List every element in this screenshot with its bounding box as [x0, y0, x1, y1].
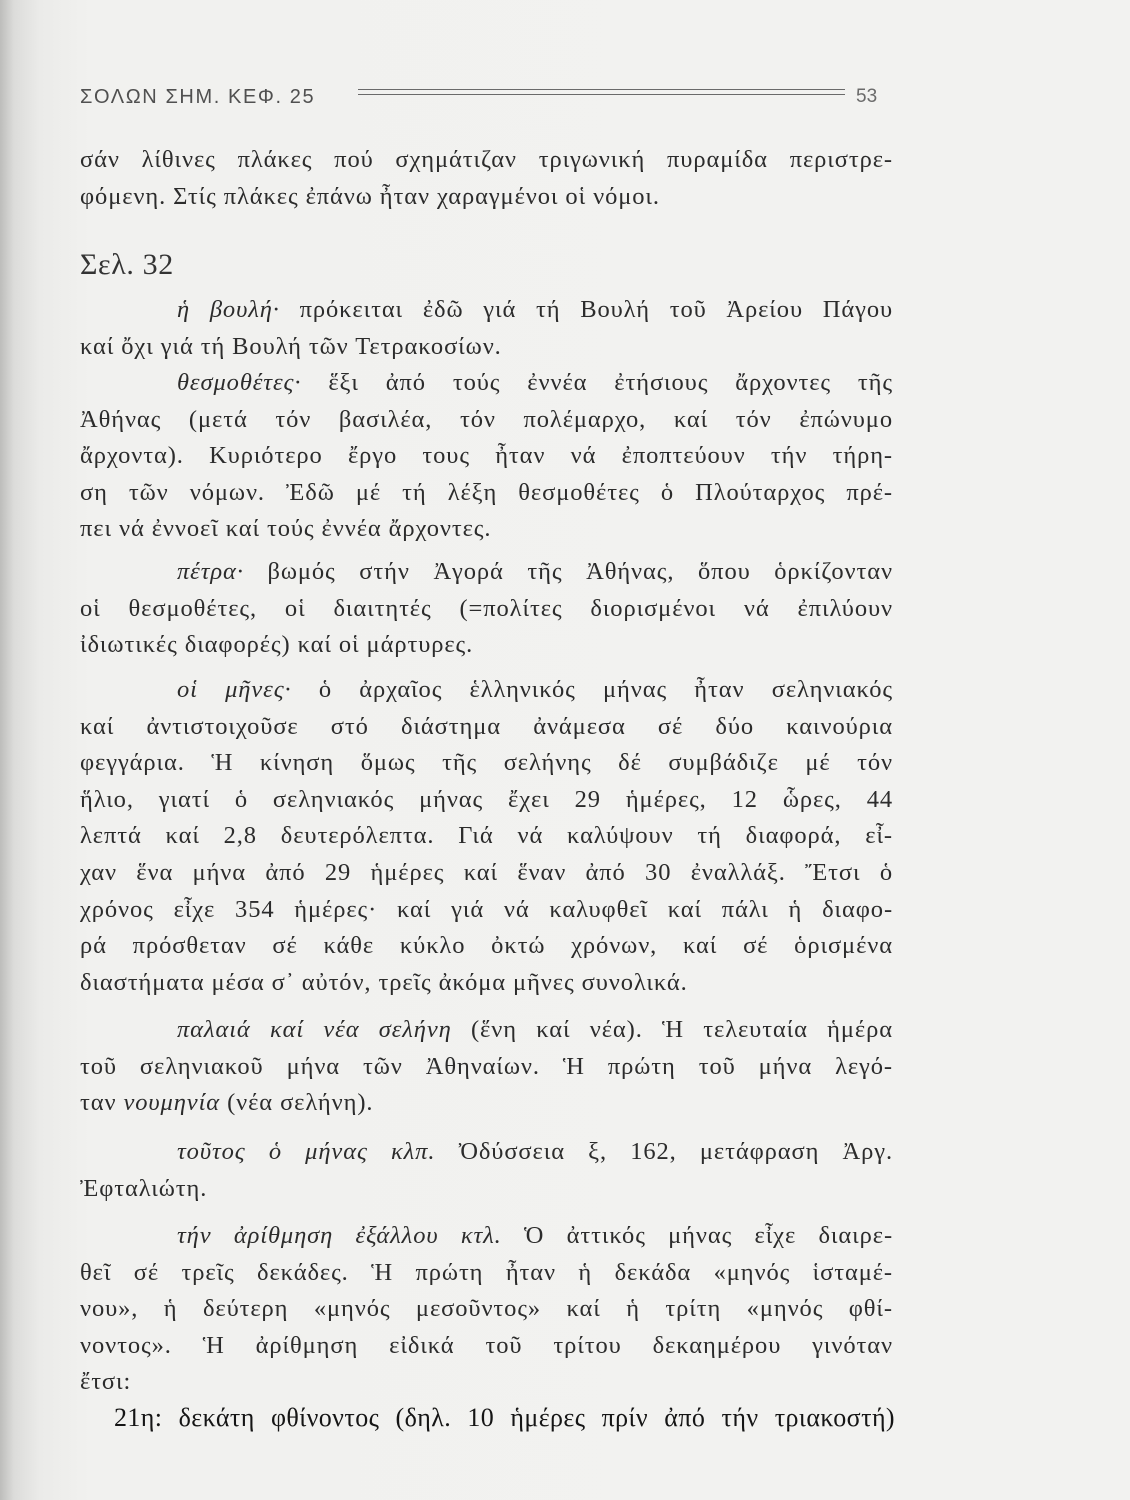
- text-line: [80, 1291, 893, 1328]
- text-run: οἱ θεσμοθέτες, οἱ διαιτητές (=πολίτες διορισμένοι νά ἐπιλύουν: [80, 594, 893, 622]
- note-toutos-o-minas: [80, 1134, 893, 1207]
- note-old-new-moon: [80, 1012, 893, 1122]
- text-line: [80, 1134, 893, 1171]
- text-line: [80, 591, 893, 628]
- text-line: [80, 1364, 893, 1401]
- text-line: [80, 1085, 893, 1122]
- text-run: Ὀδύσσεια ξ, 162, μετάφραση Ἀργ.: [435, 1138, 893, 1165]
- text-line: [80, 292, 893, 329]
- page-number: 53: [856, 86, 878, 107]
- text-line: [80, 1012, 893, 1049]
- example-line: [114, 1398, 895, 1438]
- text-line: [80, 928, 893, 965]
- running-title: ΣΟΛΩΝ ΣΗΜ. ΚΕΦ. 25: [80, 86, 316, 108]
- text-line: [80, 627, 893, 664]
- text-run: ἄρχοντα). Κυριότερο ἔργο τους ἦταν νά ἐποπτεύουν τήν τήρη-: [80, 442, 893, 470]
- text-line: [80, 1171, 893, 1208]
- text-line: [80, 1218, 893, 1255]
- page-header: [80, 82, 890, 112]
- text-line: [80, 818, 893, 855]
- lemma-term: νουμηνία: [123, 1089, 221, 1117]
- text-run: Ἐφταλιώτη.: [80, 1174, 208, 1202]
- note-boule: [80, 292, 893, 365]
- text-line: [80, 142, 893, 179]
- text-run: ἔτσι:: [80, 1368, 132, 1396]
- note-arithmisi: [80, 1218, 893, 1401]
- text-line: [80, 1328, 893, 1365]
- lemma-term: θεσμοθέτες·: [177, 369, 302, 396]
- section-heading: [80, 245, 893, 285]
- text-line: [80, 475, 893, 512]
- text-run: Ἀθήνας (μετά τόν βασιλέα, τόν πολέμαρχο, καί τόν ἐπώνυμο: [80, 405, 893, 433]
- text-run: σάν λίθινες πλάκες πού σχημάτιζαν τριγωνική πυραμίδα περιστρε-: [80, 146, 893, 173]
- text-line: [80, 855, 893, 892]
- text-run: νου», ἡ δεύτερη «μηνός μεσοῦντος» καί ἡ τρίτη «μηνός φθί-: [80, 1295, 893, 1323]
- text-line: [80, 554, 893, 591]
- text-run: ση τῶν νόμων. Ἐδῶ μέ τή λέξη θεσμοθέτες ὁ Πλούταρχος πρέ-: [80, 478, 893, 506]
- text-run: καί ὄχι γιά τή Βουλή τῶν Τετρακοσίων.: [80, 332, 502, 360]
- note-petra: [80, 554, 893, 664]
- text-line: [80, 365, 893, 402]
- text-run: τοῦ σεληνιακοῦ μήνα τῶν Ἀθηναίων. Ἡ πρώτη τοῦ μήνα λεγό-: [80, 1052, 893, 1080]
- text-line: [80, 892, 893, 929]
- text-line: [80, 709, 893, 746]
- text-line: [80, 179, 893, 216]
- text-run: φόμενη. Στίς πλάκες ἐπάνω ἦταν χαραγμένοι οἱ νόμοι.: [80, 182, 660, 210]
- text-line: [80, 329, 893, 366]
- text-line: [80, 672, 893, 709]
- text-run: πει νά ἐννοεῖ καί τούς ἐννέα ἄρχοντες.: [80, 515, 492, 543]
- text-run: ὁ ἀρχαῖος ἑλληνικός μήνας ἦταν σεληνιακός: [291, 676, 893, 703]
- text-run: ἥλιο, γιατί ὁ σεληνιακός μήνας ἔχει 29 ἡμέρες, 12 ὧρες, 44: [80, 785, 893, 813]
- lemma-term: πέτρα·: [177, 558, 244, 585]
- text-run: πρόκειται ἐδῶ γιά τή Βουλή τοῦ Ἀρείου Πάγου: [279, 296, 893, 323]
- text-line: [80, 965, 893, 1002]
- header-double-rule: [358, 89, 845, 95]
- text-run: θεῖ σέ τρεῖς δεκάδες. Ἡ πρώτη ἦταν ἡ δεκάδα «μηνός ἱσταμέ-: [80, 1258, 893, 1286]
- note-menes: [80, 672, 893, 1001]
- text-line: [80, 782, 893, 819]
- text-line: [80, 438, 893, 475]
- lemma-term: οἱ μῆνες·: [177, 676, 292, 703]
- note-thesmothetes: [80, 365, 893, 548]
- text-run: καί ἀντιστοιχοῦσε στό διάστημα ἀνάμεσα σέ δύο καινούρια: [80, 712, 893, 740]
- text-line: [114, 1398, 895, 1438]
- lemma-term: τήν ἀρίθμηση ἐξάλλου κτλ.: [177, 1222, 502, 1249]
- text-run: ταν: [80, 1089, 124, 1117]
- text-run: Ὁ ἀττικός μήνας εἶχε διαιρε-: [501, 1222, 894, 1249]
- lemma-term: τοῦτος ὁ μήνας κλπ.: [177, 1138, 436, 1165]
- text-run: χαν ἕνα μήνα ἀπό 29 ἡμέρες καί ἕναν ἀπό 30 ἐναλλάξ. Ἔτσι ὁ: [80, 858, 893, 886]
- text-line: [80, 402, 893, 439]
- text-run: βωμός στήν Ἀγορά τῆς Ἀθήνας, ὅπου ὁρκίζονταν: [243, 558, 893, 585]
- text-run: λεπτά καί 2,8 δευτερόλεπτα. Γιά νά καλύψουν τή διαφορά, εἶ-: [80, 822, 893, 850]
- text-line: [80, 245, 893, 285]
- lemma-term: παλαιά καί νέα σελήνη: [177, 1016, 452, 1043]
- text-run: (ἕνη καί νέα). Ἡ τελευταία ἡμέρα: [451, 1016, 893, 1043]
- text-run: χρόνος εἶχε 354 ἡμέρες· καί γιά νά καλυφθεῖ καί πάλι ἡ διαφο-: [80, 895, 893, 923]
- text-run: ρά πρόσθεταν σέ κάθε κύκλο ὀκτώ χρόνων, καί σέ ὁρισμένα: [80, 932, 893, 960]
- text-run: (νέα σελήνη).: [220, 1089, 374, 1117]
- continued-paragraph: [80, 142, 893, 215]
- text-run: ἰδιωτικές διαφορές) καί οἱ μάρτυρες.: [80, 631, 474, 659]
- text-line: [80, 1049, 893, 1086]
- text-line: [80, 1255, 893, 1292]
- text-run: 21η: δεκάτη φθίνοντος (δηλ. 10 ἡμέρες πρίν ἀπό τήν τριακοστή): [114, 1403, 895, 1432]
- text-line: [80, 745, 893, 782]
- text-run: Σελ. 32: [80, 248, 174, 281]
- lemma-term: ἡ βουλή·: [177, 296, 280, 323]
- text-run: διαστήματα μέσα σ᾿ αὐτόν, τρεῖς ἀκόμα μῆνες συνολικά.: [80, 968, 688, 996]
- text-run: φεγγάρια. Ἡ κίνηση ὅμως τῆς σελήνης δέ συμβάδιζε μέ τόν: [80, 749, 893, 777]
- text-line: [80, 511, 893, 548]
- text-run: νοντος». Ἡ ἀρίθμηση εἰδικά τοῦ τρίτου δεκαημέρου γινόταν: [80, 1331, 893, 1359]
- text-run: ἕξι ἀπό τούς ἐννέα ἐτήσιους ἄρχοντες τῆς: [301, 369, 893, 396]
